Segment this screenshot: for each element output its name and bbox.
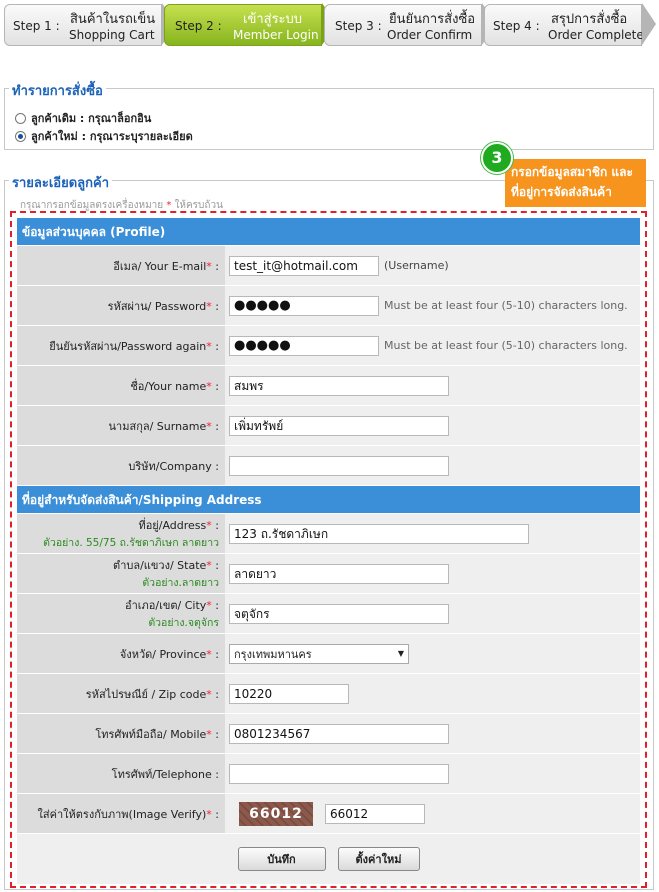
required-star: * (206, 647, 212, 661)
password-again-label: ยืนยันรหัสผ่าน/Password again (49, 339, 207, 353)
shipping-section-header: ที่อยู่สำหรับจัดส่งสินค้า/Shipping Address (17, 486, 640, 514)
required-hint-star: * (166, 200, 172, 211)
required-star: * (206, 807, 212, 821)
chevron-down-icon: ▼ (397, 649, 404, 658)
name-input[interactable]: สมพร (229, 376, 449, 396)
checkout-steps (4, 4, 656, 46)
required-hint-after: ให้ครบถ้วน (174, 200, 223, 211)
zip-row: รหัสไปรษณีย์ / Zip code* : 10220 (17, 674, 640, 714)
required-star: * (206, 519, 212, 532)
zip-input[interactable]: 10220 (229, 684, 349, 704)
city-input[interactable]: จตุจักร (229, 604, 449, 624)
city-example: ตัวอย่าง.จตุจักร (148, 617, 219, 629)
step-4-title-en: Order Complete (548, 28, 644, 42)
profile-section-header: ข้อมูลส่วนบุคคล (Profile) (17, 218, 640, 246)
required-star: * (206, 559, 212, 572)
existing-customer-label: ลูกค้าเดิม : กรุณาล็อกอิน (31, 112, 152, 125)
step-4-title-th: สรุปการสั่งซื้อ (551, 12, 628, 27)
required-star: * (206, 599, 212, 612)
city-label: อำเภอ/เขต/ City (124, 599, 207, 612)
customer-details-legend: รายละเอียดลูกค้า (9, 172, 112, 193)
step-callout-line2: ที่อยู่การจัดส่งสินค้า (511, 185, 612, 199)
existing-customer-option[interactable] (15, 109, 151, 127)
new-customer-option[interactable] (15, 127, 193, 145)
step-1-title-th: สินค้าในรถเข็น (70, 12, 156, 27)
province-label: จังหวัด/ Province (119, 647, 207, 661)
address-example: ตัวอย่าง. 55/75 ถ.รัชดาภิเษก ลาดยาว (43, 537, 219, 549)
state-example: ตัวอย่าง.ลาดยาว (142, 577, 219, 589)
step-3[interactable] (324, 4, 482, 46)
surname-label: นามสกุล/ Surname (108, 419, 207, 433)
password-label: รหัสผ่าน/ Password (107, 299, 207, 313)
email-label: อีเมล/ Your E-mail (113, 259, 207, 273)
telephone-label: โทรศัพท์/Telephone (111, 767, 212, 781)
step-1-number: Step 1 : (13, 19, 60, 33)
name-row: ชื่อ/Your name* : สมพร (17, 366, 640, 406)
mobile-label: โทรศัพท์มือถือ/ Mobile (95, 727, 207, 741)
required-star: * (206, 339, 212, 353)
province-selected: กรุงเทพมหานคร (234, 647, 312, 661)
province-select[interactable] (229, 644, 409, 664)
reset-button[interactable]: ตั้งค่าใหม่ (338, 847, 420, 871)
step-4[interactable] (484, 4, 642, 46)
existing-customer-radio[interactable] (15, 113, 26, 124)
email-note: (Username) (384, 259, 449, 272)
surname-input[interactable]: เพิ่มทรัพย์ (229, 416, 449, 436)
step-4-number: Step 4 : (493, 19, 540, 33)
save-button[interactable]: บันทึก (238, 847, 326, 871)
telephone-row: โทรศัพท์/Telephone : (17, 754, 640, 794)
step-2-title-en: Member Login (233, 28, 319, 42)
order-type-legend: ทำรายการสั่งซื้อ (9, 80, 106, 101)
step-1-title-en: Shopping Cart (69, 28, 155, 42)
telephone-input[interactable] (229, 764, 449, 784)
required-star: * (206, 299, 212, 313)
new-customer-label: ลูกค้าใหม่ : กรุณาระบุรายละเอียด (31, 130, 193, 143)
required-star: * (206, 259, 212, 273)
step-3-number: Step 3 : (335, 19, 382, 33)
company-label: บริษัท/Company (128, 459, 212, 473)
email-row: อีเมล/ Your E-mail* : test_it@hotmail.com (Username) (17, 246, 640, 286)
verify-row: ใส่ค่าให้ตรงกับภาพ(Image Verify)* : 66012 66012 (17, 794, 640, 834)
step-2[interactable] (164, 4, 322, 46)
city-row: อำเภอ/เขต/ City* : ตัวอย่าง.จตุจักร จตุจักร (17, 594, 640, 634)
company-row: บริษัท/Company : (17, 446, 640, 486)
verify-input[interactable]: 66012 (325, 804, 425, 824)
password-input[interactable]: ●●●●● (229, 296, 379, 316)
required-star: * (206, 419, 212, 433)
state-input[interactable]: ลาดยาว (229, 564, 449, 584)
new-customer-radio[interactable] (15, 131, 26, 142)
mobile-input[interactable]: 0801234567 (229, 724, 449, 744)
address-row: ที่อยู่/Address* : ตัวอย่าง. 55/75 ถ.รัชดาภิเษก ลาดยาว 123 ถ.รัชดาภิเษก (17, 514, 640, 554)
form-actions (17, 834, 640, 884)
required-star: * (206, 379, 212, 393)
address-label: ที่อยู่/Address (138, 519, 207, 532)
required-hint-before: กรุณากรอกข้อมูลตรงเครื่องหมาย (20, 200, 164, 211)
step-2-title-th: เข้าสู่ระบบ (243, 12, 303, 27)
step-3-title-th: ยืนยันการสั่งซื้อ (389, 12, 476, 27)
step-1[interactable] (4, 4, 162, 46)
address-input[interactable]: 123 ถ.รัชดาภิเษก (229, 524, 529, 544)
step-callout-line1: กรอกข้อมูลสมาชิก และ (511, 165, 633, 179)
province-row: จังหวัด/ Province* : กรุงเทพมหานคร ▼ (17, 634, 640, 674)
surname-row: นามสกุล/ Surname* : เพิ่มทรัพย์ (17, 406, 640, 446)
step-4-arrow (642, 3, 656, 45)
password-again-row: ยืนยันรหัสผ่าน/Password again* : ●●●●● Must be at least four (5-10) characters long. (17, 326, 640, 366)
step-2-number: Step 2 : (175, 19, 222, 33)
name-label: ชื่อ/Your name (130, 379, 207, 393)
state-label: ตำบล/แขวง/ State (113, 559, 207, 572)
verify-label: ใส่ค่าให้ตรงกับภาพ(Image Verify) (37, 807, 207, 821)
mobile-row: โทรศัพท์มือถือ/ Mobile* : 0801234567 (17, 714, 640, 754)
step-callout (505, 159, 646, 207)
password-again-note: Must be at least four (5-10) characters long. (384, 339, 628, 352)
required-star: * (206, 687, 212, 701)
state-row: ตำบล/แขวง/ State* : ตัวอย่าง.ลาดยาว ลาดยาว (17, 554, 640, 594)
registration-form (17, 218, 640, 884)
email-input[interactable]: test_it@hotmail.com (229, 256, 379, 276)
step-3-title-en: Order Confirm (387, 28, 473, 42)
step-number-badge: 3 (481, 142, 513, 174)
password-note: Must be at least four (5-10) characters long. (384, 299, 628, 312)
password-row: รหัสผ่าน/ Password* : ●●●●● Must be at least four (5-10) characters long. (17, 286, 640, 326)
zip-label: รหัสไปรษณีย์ / Zip code (85, 687, 207, 701)
password-again-input[interactable]: ●●●●● (229, 336, 379, 356)
required-star: * (206, 727, 212, 741)
captcha-image: 66012 (239, 802, 313, 826)
company-input[interactable] (229, 456, 449, 476)
